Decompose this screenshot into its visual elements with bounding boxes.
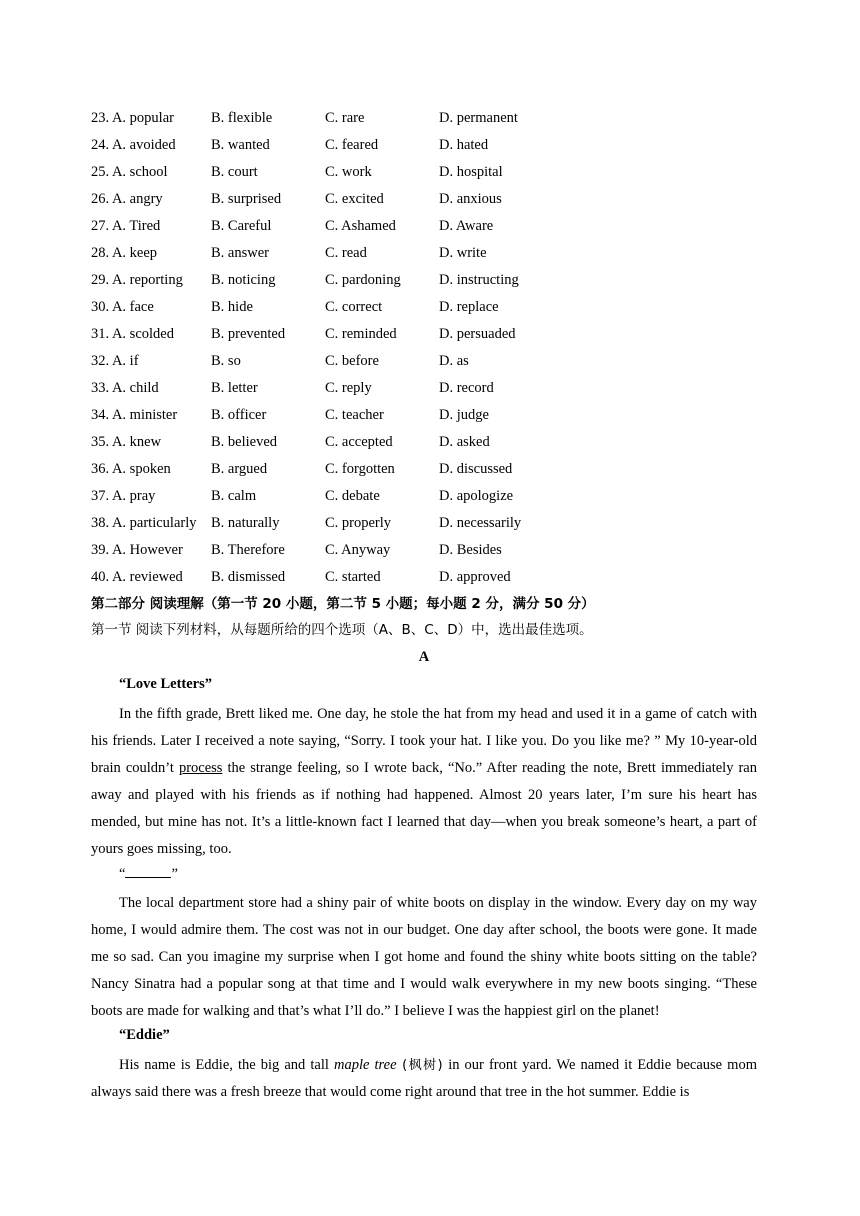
option-a: 34. A. minister bbox=[91, 407, 178, 423]
option-c: C. teacher bbox=[325, 407, 384, 423]
option-b: B. flexible bbox=[211, 110, 273, 126]
option-row bbox=[91, 243, 757, 270]
paragraph-text: in our front yard. We named it Eddie because mom always said there was a fresh breeze that would come right around that tree in the hot summer. Eddie is bbox=[91, 1057, 757, 1100]
option-d: D. hospital bbox=[439, 164, 503, 180]
option-row bbox=[91, 513, 757, 540]
option-c: C. rare bbox=[325, 110, 365, 126]
option-d: D. judge bbox=[439, 407, 489, 423]
option-c: C. Anyway bbox=[325, 542, 391, 558]
option-row bbox=[91, 216, 757, 243]
story-paragraph-boots: The local department store had a shiny pair of white boots on display in the window. Every day on my way home, I would admire them. The cost was not in our budget. One day after school, the boots were gone. It made me so sad. Can you imagine my surprise when I got home and found the shiny white boots sitting on the table? Nancy Sinatra had a popular song at that time and I would walk everywhere in my new boots singing. “These boots are made for walking and that’s what I’ll do.” I believe I was the happiest girl on the planet! bbox=[91, 895, 757, 1019]
option-b: B. noticing bbox=[211, 272, 276, 288]
paragraph-text: In the fifth grade, Brett liked me. One day, he stole the hat from my head and used it in a game of catch with his friends. Later I received a note saying, “Sorry. I took your hat. I like you. Do you like me? ” My 10-year-old brain couldn’t bbox=[91, 706, 757, 776]
option-b: B. hide bbox=[211, 299, 253, 315]
exam-page bbox=[91, 108, 757, 1106]
option-row bbox=[91, 378, 757, 405]
option-b: B. prevented bbox=[211, 326, 286, 342]
option-a: 30. A. face bbox=[91, 299, 154, 315]
option-row bbox=[91, 540, 757, 567]
option-a: 27. A. Tired bbox=[91, 218, 161, 234]
option-c: C. feared bbox=[325, 137, 379, 153]
option-row bbox=[91, 567, 757, 594]
option-a: 24. A. avoided bbox=[91, 137, 176, 153]
option-c: C. work bbox=[325, 164, 372, 180]
story-title-eddie: “Eddie” bbox=[119, 1027, 170, 1043]
story-paragraph-love-letters bbox=[91, 701, 757, 863]
passage-letter: A bbox=[418, 649, 430, 665]
italic-term: maple tree bbox=[333, 1057, 397, 1073]
option-d: D. write bbox=[439, 245, 487, 261]
option-d: D. asked bbox=[439, 434, 490, 450]
story-paragraph-eddie bbox=[91, 1052, 757, 1106]
option-row bbox=[91, 351, 757, 378]
option-a: 25. A. school bbox=[91, 164, 168, 180]
option-b: B. wanted bbox=[211, 137, 270, 153]
paragraph-text: His name is Eddie, the big and tall bbox=[119, 1057, 334, 1073]
option-c: C. correct bbox=[325, 299, 383, 315]
option-row bbox=[91, 432, 757, 459]
option-b: B. dismissed bbox=[211, 569, 286, 585]
option-d: D. anxious bbox=[439, 191, 502, 207]
option-d: D. replace bbox=[439, 299, 499, 315]
option-d: D. discussed bbox=[439, 461, 513, 477]
option-d: D. instructing bbox=[439, 272, 519, 288]
chinese-gloss: (枫树) bbox=[396, 1058, 449, 1073]
option-c: C. reply bbox=[325, 380, 372, 396]
open-quote: “ bbox=[119, 866, 126, 882]
option-c: C. accepted bbox=[325, 434, 393, 450]
option-c: C. reminded bbox=[325, 326, 397, 342]
option-row bbox=[91, 324, 757, 351]
option-a: 32. A. if bbox=[91, 353, 139, 369]
option-row bbox=[91, 108, 757, 135]
option-row bbox=[91, 297, 757, 324]
close-quote: ” bbox=[171, 866, 178, 882]
option-d: D. as bbox=[439, 353, 469, 369]
title-blank-line bbox=[125, 863, 171, 878]
option-b: B. naturally bbox=[211, 515, 280, 531]
option-d: D. record bbox=[439, 380, 494, 396]
section-instruction: 第一节 阅读下列材料，从每题所给的四个选项（A、B、C、D）中，选出最佳选项。 bbox=[91, 622, 593, 638]
option-c: C. pardoning bbox=[325, 272, 401, 288]
option-b: B. surprised bbox=[211, 191, 282, 207]
option-a: 40. A. reviewed bbox=[91, 569, 183, 585]
option-b: B. Careful bbox=[211, 218, 272, 234]
option-d: D. Besides bbox=[439, 542, 502, 558]
option-c: C. read bbox=[325, 245, 367, 261]
option-a: 35. A. knew bbox=[91, 434, 162, 450]
option-c: C. properly bbox=[325, 515, 392, 531]
option-c: C. forgotten bbox=[325, 461, 395, 477]
option-c: C. before bbox=[325, 353, 379, 369]
option-c: C. debate bbox=[325, 488, 380, 504]
section-heading: 第二部分 阅读理解（第一节 20 小题，第二节 5 小题；每小题 2 分，满分 50 分） bbox=[91, 596, 595, 612]
options-list bbox=[91, 108, 757, 594]
story-title-blank bbox=[91, 863, 757, 890]
option-d: D. permanent bbox=[439, 110, 518, 126]
option-d: D. Aware bbox=[439, 218, 494, 234]
option-b: B. officer bbox=[211, 407, 267, 423]
option-row bbox=[91, 135, 757, 162]
option-b: B. believed bbox=[211, 434, 278, 450]
option-d: D. apologize bbox=[439, 488, 514, 504]
option-c: C. started bbox=[325, 569, 381, 585]
option-d: D. hated bbox=[439, 137, 489, 153]
underlined-word: process bbox=[178, 760, 223, 776]
option-a: 37. A. pray bbox=[91, 488, 156, 504]
option-c: C. Ashamed bbox=[325, 218, 396, 234]
option-a: 26. A. angry bbox=[91, 191, 163, 207]
paragraph-text: the strange feeling, so I wrote back, “No.” After reading the note, Brett immediately ran away and played with his friends as if nothing had happened. Almost 20 years later, I’m sure his heart has mended, but mine has not. It’s a little-known fact I learned that day—when you break someone’s heart, a part of yours goes missing, too. bbox=[91, 760, 757, 857]
option-b: B. court bbox=[211, 164, 258, 180]
option-a: 23. A. popular bbox=[91, 110, 174, 126]
option-row bbox=[91, 459, 757, 486]
option-a: 33. A. child bbox=[91, 380, 159, 396]
option-d: D. necessarily bbox=[439, 515, 522, 531]
option-row bbox=[91, 189, 757, 216]
option-b: B. calm bbox=[211, 488, 257, 504]
option-row bbox=[91, 162, 757, 189]
story-title-love-letters: “Love Letters” bbox=[119, 676, 213, 692]
option-a: 36. A. spoken bbox=[91, 461, 171, 477]
option-a: 28. A. keep bbox=[91, 245, 158, 261]
option-b: B. Therefore bbox=[211, 542, 285, 558]
option-a: 29. A. reporting bbox=[91, 272, 183, 288]
option-row bbox=[91, 270, 757, 297]
option-a: 38. A. particularly bbox=[91, 515, 197, 531]
option-b: B. letter bbox=[211, 380, 258, 396]
option-a: 31. A. scolded bbox=[91, 326, 174, 342]
option-b: B. argued bbox=[211, 461, 268, 477]
option-row bbox=[91, 405, 757, 432]
option-d: D. approved bbox=[439, 569, 511, 585]
option-row bbox=[91, 486, 757, 513]
option-d: D. persuaded bbox=[439, 326, 516, 342]
option-b: B. answer bbox=[211, 245, 269, 261]
option-a: 39. A. However bbox=[91, 542, 183, 558]
option-b: B. so bbox=[211, 353, 241, 369]
option-c: C. excited bbox=[325, 191, 384, 207]
